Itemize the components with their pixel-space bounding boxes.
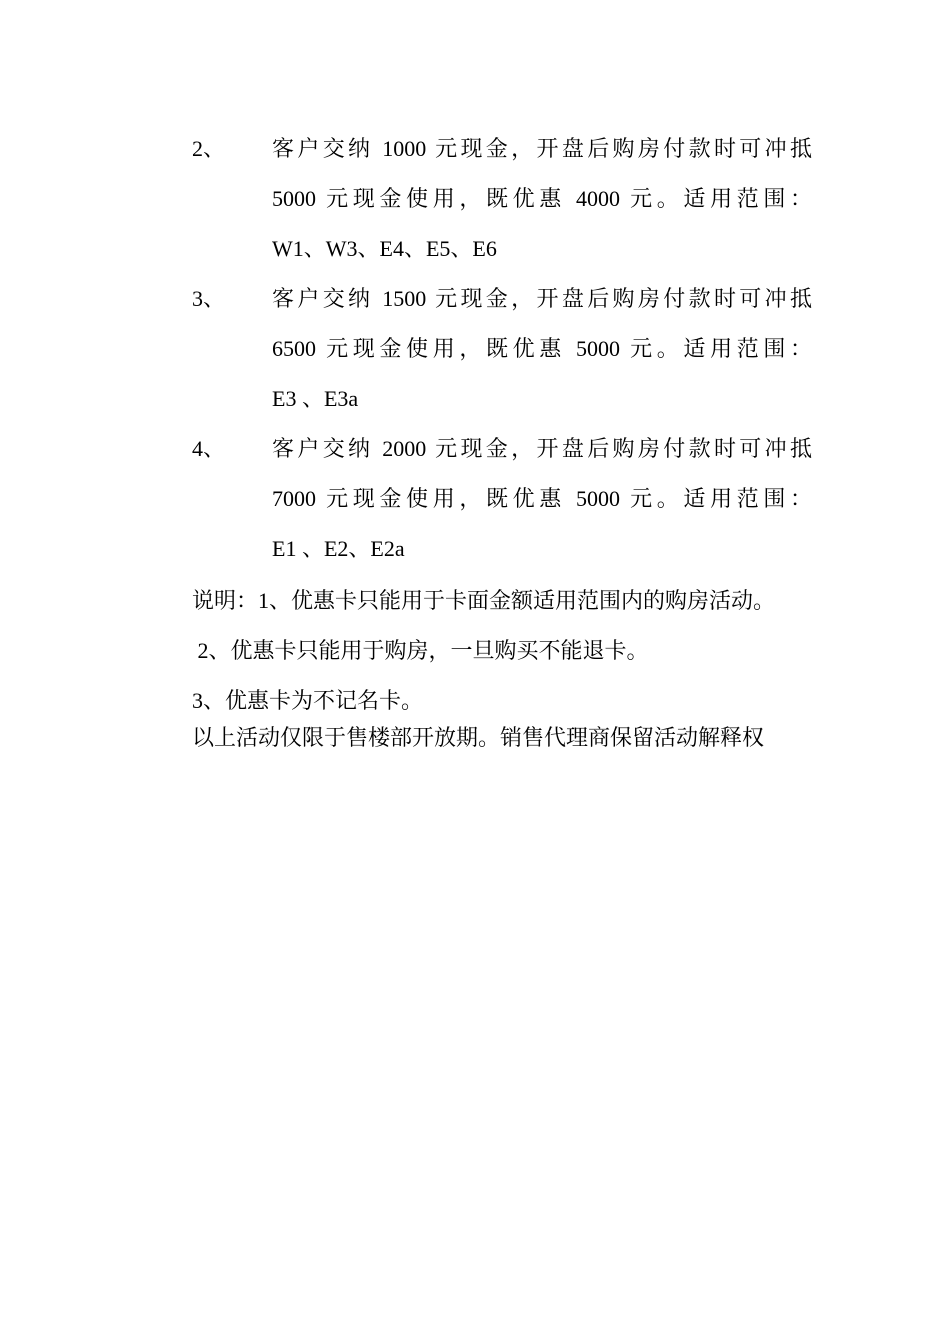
note-explanation: 说明：1、优惠卡只能用于卡面金额适用范围内的购房活动。 xyxy=(192,588,776,613)
item-line: 5000 元现金使用，既优惠 4000 元。适用范围： xyxy=(272,186,812,211)
item-line: 客户交纳 1000 元现金，开盘后购房付款时可冲抵 xyxy=(272,136,812,161)
item-number: 2、 xyxy=(192,136,226,161)
item-line: E1 、E2、E2a xyxy=(272,536,405,561)
note-second: 2、优惠卡只能用于购房，一旦购买不能退卡。 xyxy=(192,638,649,663)
item-text xyxy=(272,274,812,424)
item-text xyxy=(272,424,812,574)
item-line: 客户交纳 2000 元现金，开盘后购房付款时可冲抵 xyxy=(272,436,812,461)
item-line: 7000 元现金使用，既优惠 5000 元。适用范围： xyxy=(272,486,812,511)
item-line: 6500 元现金使用，既优惠 5000 元。适用范围： xyxy=(272,336,812,361)
item-number: 4、 xyxy=(192,436,226,461)
note-third: 3、优惠卡为不记名卡。 xyxy=(192,688,424,713)
item-line: W1、W3、E4、E5、E6 xyxy=(272,236,497,261)
item-text xyxy=(272,124,812,274)
item-number: 3、 xyxy=(192,286,226,311)
item-line: 客户交纳 1500 元现金，开盘后购房付款时可冲抵 xyxy=(272,286,812,311)
item-line: E3 、E3a xyxy=(272,386,359,411)
disclaimer: 以上活动仅限于售楼部开放期。销售代理商保留活动解释权 xyxy=(192,725,765,750)
